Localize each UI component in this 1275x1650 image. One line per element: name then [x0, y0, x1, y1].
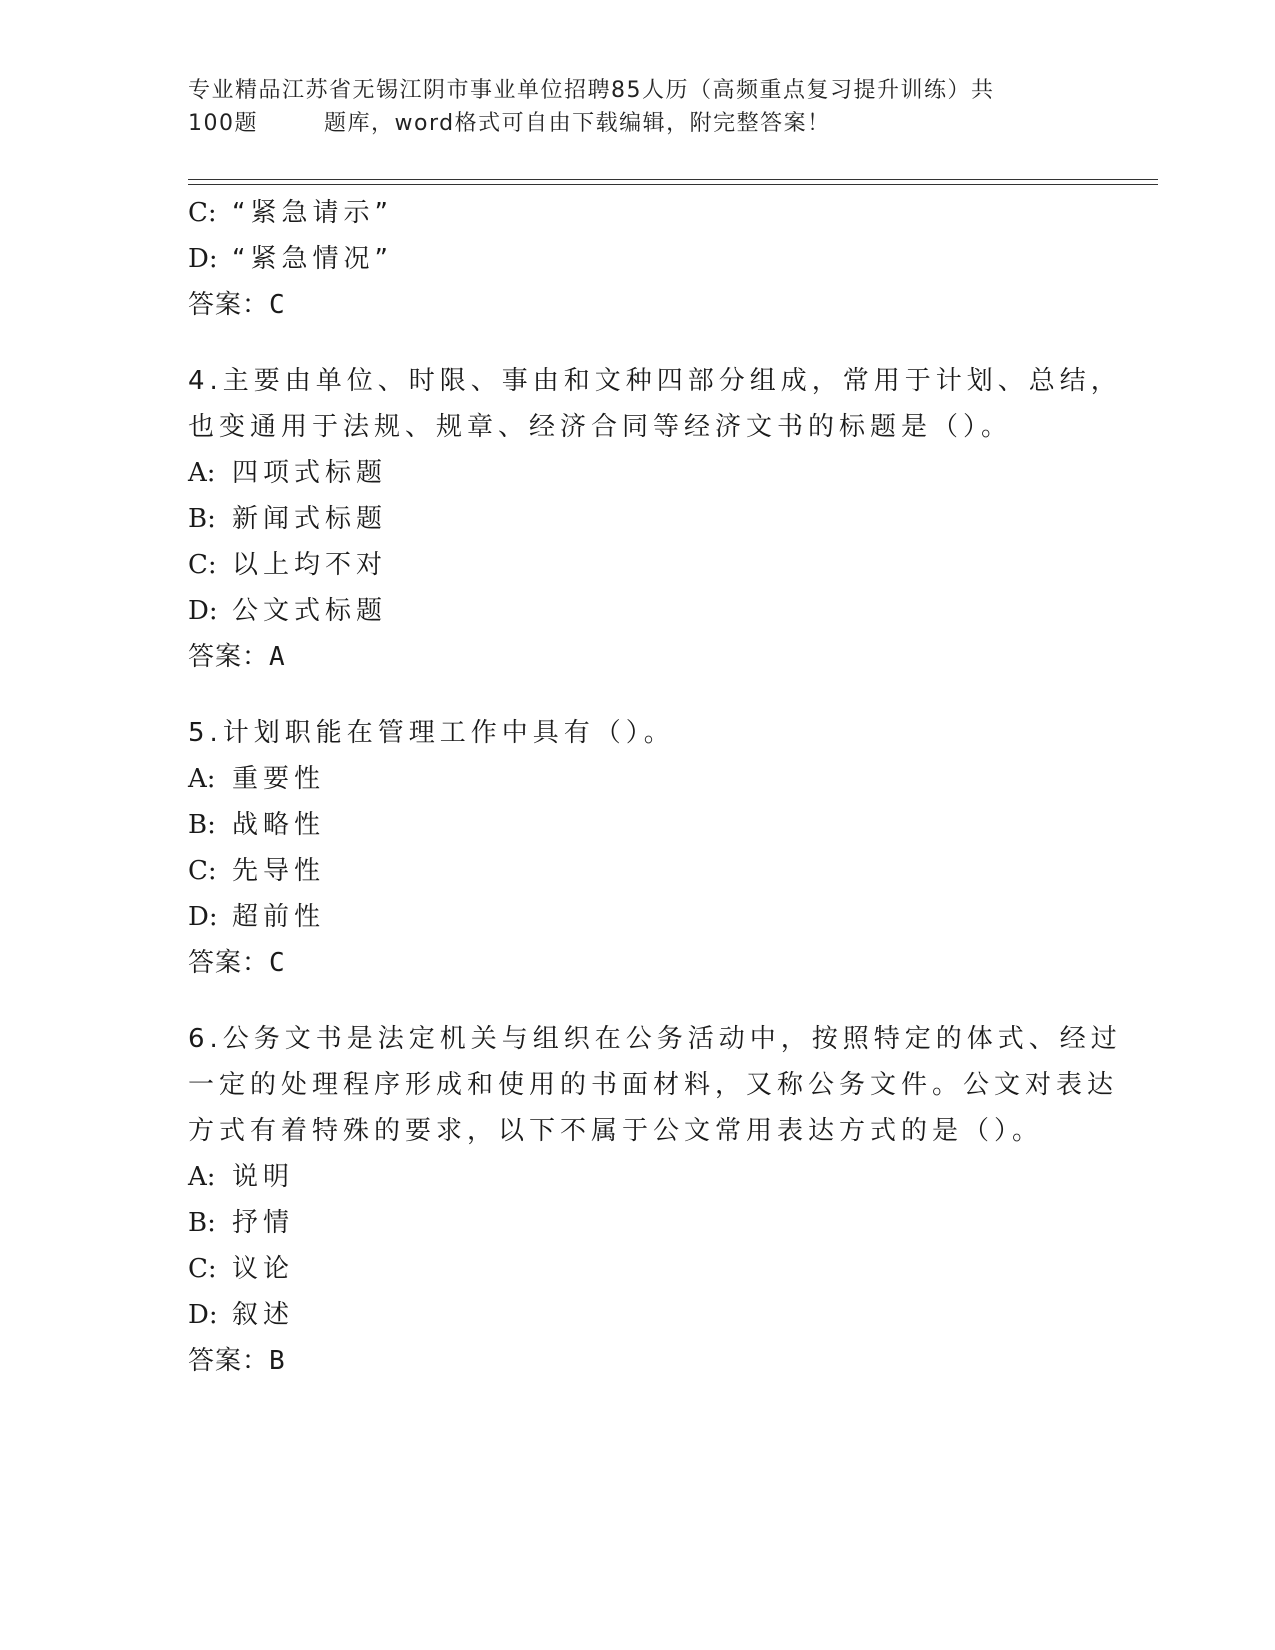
- option-letter: A:: [188, 458, 216, 488]
- question-stem-line: 也变通用于法规、规章、经济合同等经济文书的标题是（）。: [188, 412, 1013, 442]
- option-text: 超前性: [232, 902, 326, 932]
- option-text: 说明: [232, 1162, 295, 1192]
- option-a: [188, 1154, 1078, 1200]
- option-letter: C:: [188, 198, 217, 228]
- option-letter: D:: [188, 596, 218, 626]
- header-line-2: [188, 107, 1068, 140]
- option-letter: B:: [188, 504, 216, 534]
- option-text: 公文式标题: [232, 596, 388, 626]
- question-3-tail: [188, 190, 1078, 328]
- option-text: “紧急情况”: [232, 244, 393, 274]
- document-header: [188, 74, 1068, 140]
- option-d: [188, 236, 1078, 282]
- option-b: [188, 496, 1078, 542]
- question-4: [188, 358, 1122, 680]
- option-d: [188, 1292, 1078, 1338]
- answer-label: 答案：: [188, 290, 270, 320]
- answer-line: [188, 940, 1078, 986]
- question-5: [188, 710, 1078, 986]
- answer-label: 答案：: [188, 948, 270, 978]
- answer-value: C: [269, 290, 286, 320]
- option-text: 叙述: [232, 1300, 295, 1330]
- question-6: [188, 1016, 1122, 1384]
- option-a: [188, 450, 1078, 496]
- question-stem-line: 一定的处理程序形成和使用的书面材料，又称公务文件。公文对表达: [188, 1070, 1119, 1100]
- answer-line: [188, 282, 1078, 328]
- question-stem: [188, 1016, 1122, 1154]
- option-text: 先导性: [232, 856, 326, 886]
- header-divider-top: [188, 179, 1158, 180]
- option-text: “紧急请示”: [232, 198, 393, 228]
- answer-value: B: [269, 1346, 286, 1376]
- option-d: [188, 894, 1078, 940]
- option-text: 四项式标题: [232, 458, 388, 488]
- header-line-2-count: 100题: [188, 111, 258, 136]
- option-text: 战略性: [232, 810, 326, 840]
- option-b: [188, 1200, 1078, 1246]
- option-c: [188, 542, 1078, 588]
- option-c: [188, 848, 1078, 894]
- question-stem-line: 5.计划职能在管理工作中具有（）。: [188, 718, 675, 748]
- question-stem: [188, 710, 1078, 756]
- option-c: [188, 1246, 1078, 1292]
- option-letter: C:: [188, 1254, 217, 1284]
- answer-line: [188, 634, 1078, 680]
- option-c: [188, 190, 1078, 236]
- answer-value: C: [269, 948, 286, 978]
- answer-label: 答案：: [188, 642, 270, 672]
- question-stem-line: 方式有着特殊的要求，以下不属于公文常用表达方式的是（）。: [188, 1116, 1044, 1146]
- option-letter: D:: [188, 244, 218, 274]
- question-stem: [188, 358, 1122, 450]
- option-letter: B:: [188, 810, 216, 840]
- option-text: 抒情: [232, 1208, 295, 1238]
- answer-line: [188, 1338, 1078, 1384]
- answer-value: A: [269, 642, 286, 672]
- option-letter: B:: [188, 1208, 216, 1238]
- header-line-1: 专业精品江苏省无锡江阴市事业单位招聘85人历（高频重点复习提升训练）共: [188, 78, 995, 103]
- option-letter: C:: [188, 856, 217, 886]
- option-letter: A:: [188, 1162, 216, 1192]
- question-stem-line: 6.公务文书是法定机关与组织在公务活动中，按照特定的体式、经过: [188, 1024, 1122, 1054]
- option-letter: D:: [188, 902, 218, 932]
- question-stem-line: 4.主要由单位、时限、事由和文种四部分组成，常用于计划、总结，: [188, 366, 1122, 396]
- option-text: 新闻式标题: [232, 504, 388, 534]
- header-line-2-text: 题库，word格式可自由下载编辑，附完整答案！: [324, 111, 831, 136]
- question-list: [188, 190, 1122, 1384]
- option-text: 重要性: [232, 764, 326, 794]
- option-a: [188, 756, 1078, 802]
- option-letter: C:: [188, 550, 217, 580]
- option-letter: D:: [188, 1300, 218, 1330]
- option-text: 以上均不对: [232, 550, 388, 580]
- option-text: 议论: [232, 1254, 295, 1284]
- option-b: [188, 802, 1078, 848]
- option-letter: A:: [188, 764, 216, 794]
- option-d: [188, 588, 1078, 634]
- answer-label: 答案：: [188, 1346, 270, 1376]
- header-divider-bottom: [188, 184, 1158, 185]
